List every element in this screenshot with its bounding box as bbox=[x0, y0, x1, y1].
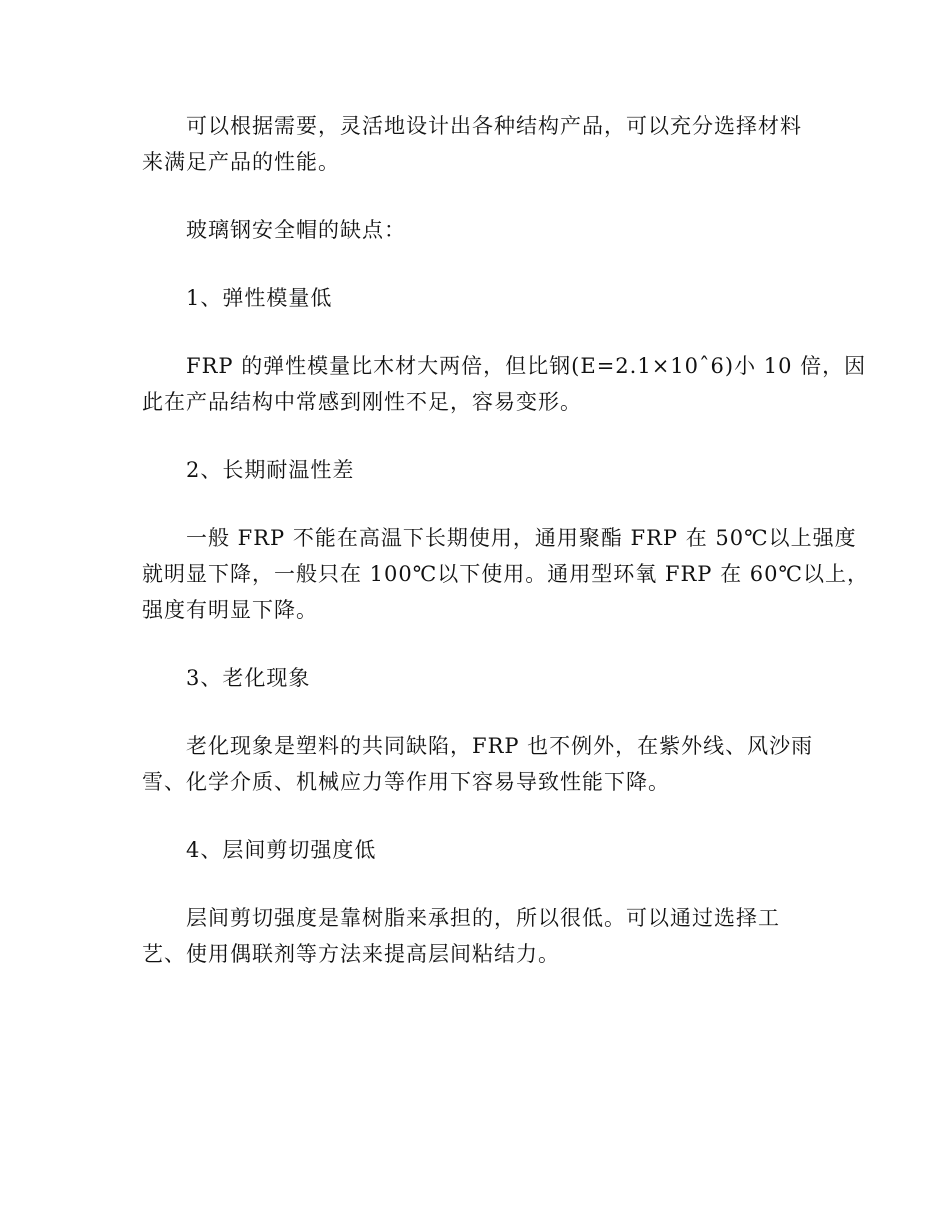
paragraph-interlaminar-shear bbox=[142, 900, 812, 972]
subheading-interlaminar-shear: 4、层间剪切强度低 bbox=[186, 838, 377, 862]
paragraph-line: FRP 的弹性模量比木材大两倍，但比钢(E=2.1×10ˆ6)小 10 倍，因 bbox=[186, 354, 867, 378]
paragraph-line: 雪、化学介质、机械应力等作用下容易导致性能下降。 bbox=[142, 770, 670, 794]
paragraph-line: 一般 FRP 不能在高温下长期使用，通用聚酯 FRP 在 50℃以上强度 bbox=[186, 526, 857, 550]
paragraph-line: 此在产品结构中常感到刚性不足，容易变形。 bbox=[142, 390, 582, 414]
paragraph-aging bbox=[142, 728, 812, 800]
paragraph-line: 强度有明显下降。 bbox=[142, 598, 318, 622]
paragraph-gap bbox=[142, 696, 812, 728]
paragraph-line: 老化现象是塑料的共同缺陷，FRP 也不例外，在紫外线、风沙雨 bbox=[186, 734, 814, 758]
section-heading-disadvantages: 玻璃钢安全帽的缺点： bbox=[186, 218, 406, 242]
paragraph-heat-resistance bbox=[142, 520, 869, 628]
paragraph-line: 可以根据需要，灵活地设计出各种结构产品，可以充分选择材料 bbox=[186, 114, 802, 138]
paragraph-elastic-modulus bbox=[142, 348, 867, 420]
paragraph-gap bbox=[142, 800, 812, 832]
paragraph-line: 就明显下降，一般只在 100℃以下使用。通用型环氧 FRP 在 60℃以上， bbox=[142, 562, 869, 586]
subheading-aging: 3、老化现象 bbox=[186, 666, 311, 690]
paragraph-line: 来满足产品的性能。 bbox=[142, 150, 340, 174]
document-body bbox=[142, 108, 869, 972]
paragraph-gap bbox=[142, 868, 812, 900]
paragraph-line: 层间剪切强度是靠树脂来承担的，所以很低。可以通过选择工 bbox=[186, 906, 780, 930]
paragraph-gap bbox=[142, 628, 812, 660]
paragraph-gap bbox=[142, 248, 812, 280]
paragraph-gap bbox=[142, 316, 812, 348]
paragraph-gap bbox=[142, 420, 812, 452]
subheading-heat-resistance: 2、长期耐温性差 bbox=[186, 458, 355, 482]
paragraph-advantage-design bbox=[142, 108, 812, 180]
paragraph-gap bbox=[142, 180, 812, 212]
paragraph-gap bbox=[142, 488, 812, 520]
subheading-elastic-modulus: 1、弹性模量低 bbox=[186, 286, 333, 310]
paragraph-line: 艺、使用偶联剂等方法来提高层间粘结力。 bbox=[142, 942, 560, 966]
